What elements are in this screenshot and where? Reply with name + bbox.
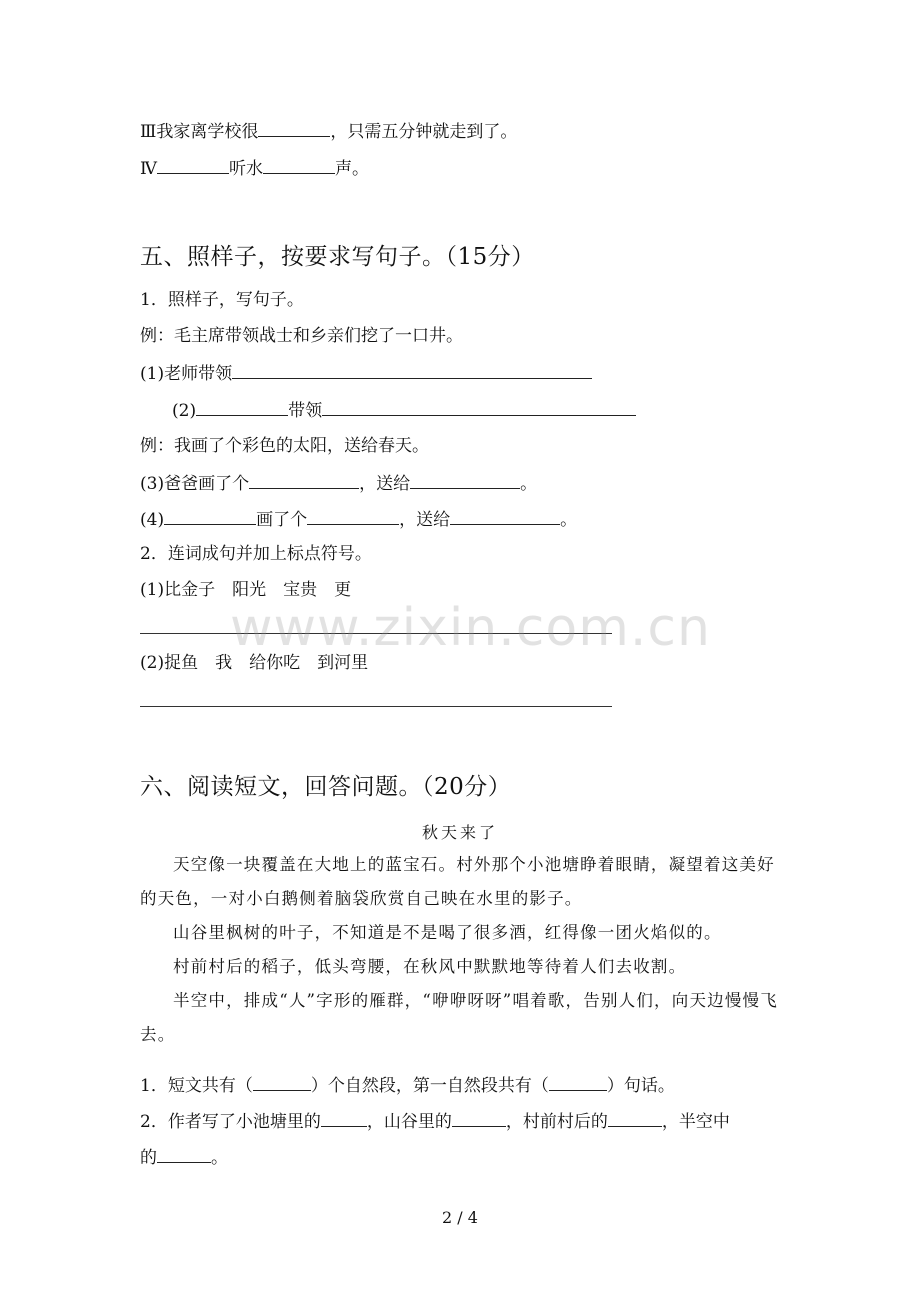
question-1-label: 1．照样子，写句子。 [140, 290, 304, 310]
answer-blank[interactable] [263, 155, 335, 174]
answer-blank[interactable] [157, 155, 229, 174]
page-number: 2 / 4 [442, 1208, 478, 1227]
question-2-label: 2．连词成句并加上标点符号。 [140, 544, 372, 564]
reading-passage [140, 848, 780, 1052]
example-sentence-2: 例：我画了个彩色的太阳，送给春天。 [140, 436, 429, 456]
answer-blank[interactable] [157, 1144, 211, 1163]
exercise-item-1: (1)老师带领 [140, 360, 592, 386]
answer-blank[interactable] [322, 397, 636, 416]
answer-blank[interactable] [608, 1108, 662, 1127]
answer-blank[interactable] [258, 118, 330, 137]
passage-paragraph-3: 村前村后的稻子，低头弯腰，在秋风中默默地等待着人们去收割。 [173, 957, 687, 976]
fill-line-4: Ⅳ 听水 声。 [140, 155, 369, 181]
exercise-item-3: (3)爸爸画了个 ，送给 。 [140, 470, 537, 496]
answer-blank[interactable] [164, 506, 256, 525]
answer-blank[interactable] [410, 470, 520, 489]
reading-question-1: 1．短文共有（ ）个自然段，第一自然段共有（ ）句话。 [140, 1072, 675, 1098]
passage-title: 秋天来了 [421, 823, 498, 842]
answer-blank[interactable] [307, 506, 399, 525]
reading-question-2-continued: 的 。 [140, 1144, 228, 1170]
section-5-heading: 五、照样子，按要求写句子。（15分） [140, 244, 535, 270]
answer-blank[interactable] [549, 1072, 607, 1091]
passage-paragraph-4: 半空中，排成“人”字形的雁群，“咿咿呀呀”唱着歌，告别人们，向天边慢慢飞去。 [140, 991, 778, 1044]
fill-line-3: Ⅲ我家离学校很 ，只需五分钟就走到了。 [140, 118, 517, 144]
answer-blank[interactable] [249, 470, 359, 489]
sentence-answer-line-2[interactable] [140, 706, 612, 707]
passage-paragraph-1: 天空像一块覆盖在大地上的蓝宝石。村外那个小池塘睁着眼睛，凝望着这美好的天色，一对小白鹅侧着脑袋欣赏自己映在水里的影子。 [140, 855, 775, 908]
answer-blank[interactable] [196, 397, 288, 416]
passage-paragraph-2: 山谷里枫树的叶子，不知道是不是喝了很多酒，红得像一团火焰似的。 [173, 923, 722, 942]
word-group-1: (1)比金子 阳光 宝贵 更 [140, 580, 352, 600]
example-sentence-1: 例：毛主席带领战士和乡亲们挖了一口井。 [140, 326, 463, 346]
answer-blank[interactable] [450, 506, 560, 525]
answer-blank[interactable] [321, 1108, 367, 1127]
word-group-2: (2)捉鱼 我 给你吃 到河里 [140, 653, 369, 673]
answer-blank[interactable] [232, 360, 592, 379]
watermark: www.zixin.com.cn [230, 598, 711, 658]
reading-question-2: 2．作者写了小池塘里的 ，山谷里的 ，村前村后的 ，半空中 [140, 1108, 730, 1134]
section-6-heading: 六、阅读短文，回答问题。（20分） [140, 774, 512, 800]
exercise-item-4: (4) 画了个 ，送给 。 [140, 506, 577, 532]
exercise-item-2: (2) 带领 [172, 397, 636, 423]
answer-blank[interactable] [452, 1108, 506, 1127]
answer-blank[interactable] [253, 1072, 311, 1091]
